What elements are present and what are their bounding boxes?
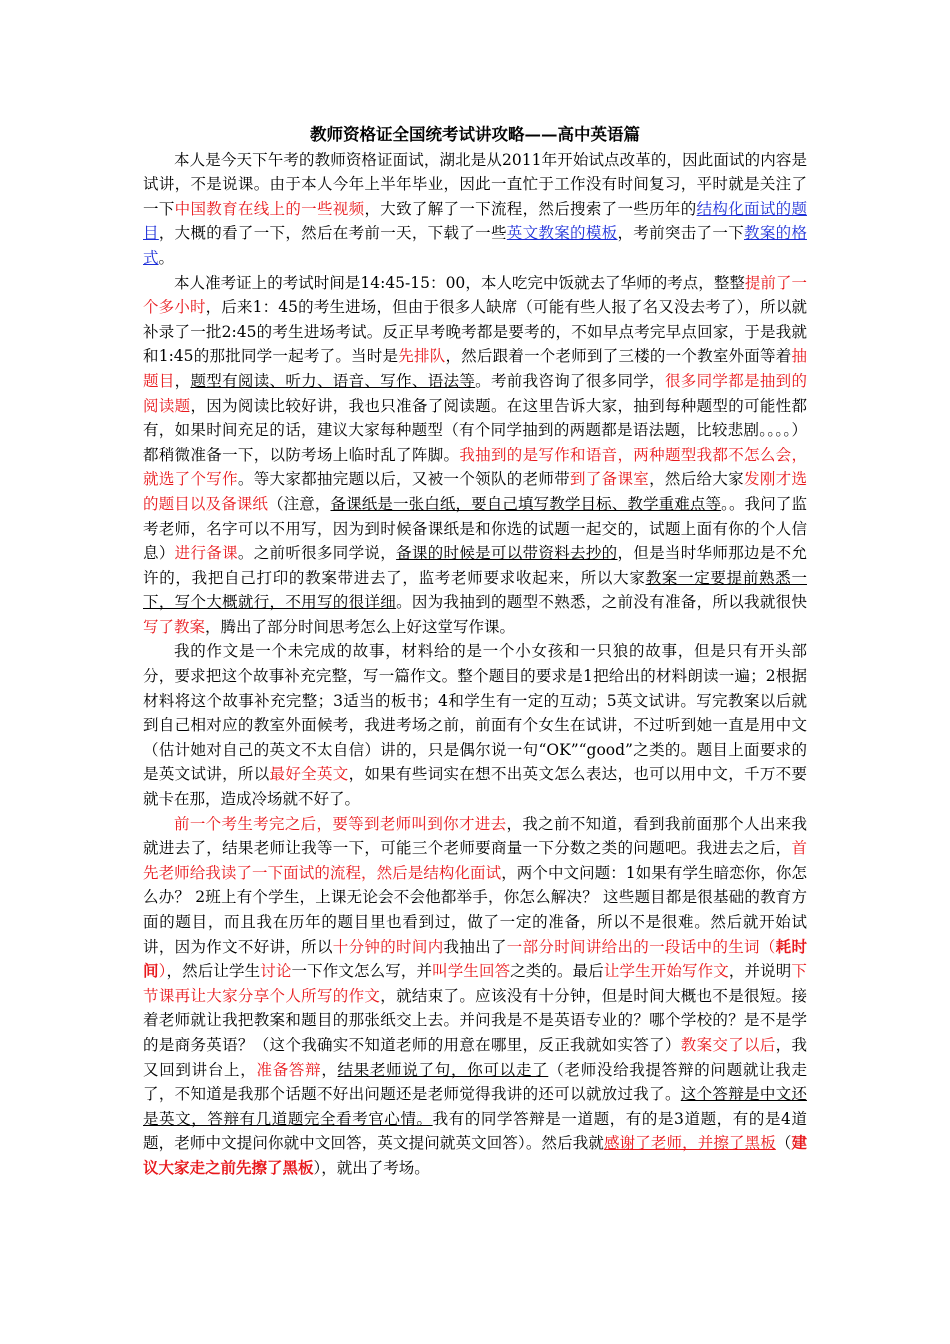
text-run: 本人是今天下午考的教师资格证面试，湖北是从2011年开始试点改革的，因此面试的内容是试讲，不是说课。由于本人今年上半年毕业，因此一直忙于工作没有时间复习，平时就是关注了一下 (143, 150, 807, 218)
highlighted-text: 准备答辩 (256, 1060, 322, 1079)
body-paragraph (143, 271, 807, 640)
highlighted-text: 我抽到的是写作和语音，两种题型我都不怎么会，就选了个写作 (143, 445, 807, 489)
text-run: ，大概的看了一下，然后在考前一天，下载了一些 (158, 224, 507, 243)
text-run: 我抽出了 (443, 937, 507, 956)
text-run: ，然后给大家 (649, 470, 745, 489)
hyperlink-text[interactable]: 结构化面试的题目 (143, 199, 807, 243)
hyperlink-text[interactable]: 英文教案的模板 (506, 224, 618, 243)
text-run: 。因为我抽到的题型不熟悉，之前没有准备，所以我就很快 (396, 593, 807, 612)
highlighted-text: 下节课再让大家分享个人所写的作文 (143, 962, 807, 1005)
body-paragraph (143, 639, 807, 811)
highlighted-text: 进行备课 (174, 544, 238, 563)
text-run: ，我之前不知道，看到我前面那个人出来我就进去了，结果老师让我等一下，可能三个老师要商量一下分数之类的问题吧。我进去之后， (143, 814, 807, 858)
body-paragraph (143, 812, 807, 1181)
text-run: ，就结束了。应该没有十分钟，但是时间大概也不是很短。接着老师就让我把教案和题目的那张纸交上去。并问我是不是英语专业的？哪个学校的？是不是学的是商务英语？（这个我确实不知道老师的用意在哪里，反正我就如实答了） (143, 986, 807, 1054)
underlined-text: 备课的时候是可以带资料去抄的 (396, 544, 618, 563)
hyperlink-text[interactable]: 教案的格式 (143, 224, 807, 267)
text-run: ， (174, 371, 191, 390)
underlined-text: 结果老师说了句，你可以走了 (337, 1060, 549, 1079)
text-run: 。 (158, 248, 175, 267)
highlighted-text: 耗时间 (143, 936, 807, 981)
text-run: （ (775, 1134, 792, 1153)
highlighted-text: 前一个考生考完之后，要等到老师叫到你才进去 (174, 814, 507, 833)
text-run: ，并说明 (728, 962, 792, 981)
highlighted-text: 很多同学都是抽到的阅读题 (143, 371, 807, 415)
text-run: ，但是当时华师那边是不允许的，我把自己打印的教案带进去了，监考老师要求收起来，所以大家 (143, 544, 807, 587)
underlined-text: 备课纸是一张白纸，要自己填写教学目标、教学重难点等 (330, 494, 722, 513)
highlighted-text: 提前了一个多小时 (143, 273, 807, 317)
highlighted-text: 建议大家走之前先擦了黑板 (143, 1133, 807, 1177)
text-run: 。。我问了监考老师，名字可以不用写，因为到时候备课纸是和你选的试题一起交的，试题上面有你的个人信息） (143, 494, 807, 563)
text-run: ，腾出了部分时间思考怎么上好这堂写作课。 (205, 617, 516, 636)
highlighted-text: 中国教育在线上的一些视频 (174, 199, 365, 218)
highlighted-text: 首先老师给我读了一下面试的流程，然后是结构化面试 (143, 839, 807, 882)
text-run: ），就出了考场。 (313, 1158, 430, 1177)
text-run: 之类的。最后 (510, 962, 604, 981)
text-run: 一下作文怎么写，并 (291, 962, 433, 981)
text-run: 本人准考证上的考试时间是14:45-15：00，本人吃完中饭就去了华师的考点，整整 (174, 273, 745, 292)
text-run: （注意， (268, 494, 331, 513)
highlighted-text: 先排队 (398, 347, 446, 366)
text-run: 我有的同学答辩是一道题，有的是3道题，有的是4道题，老师中文提问你就中文回答，英文提问就英文回答）。然后我就 (143, 1109, 807, 1153)
document-title: 教师资格证全国统考试讲攻略——高中英语篇 (310, 125, 640, 144)
highlighted-text: ） (158, 962, 167, 981)
underlined-text: 教案一定要提前熟悉一下，写个大概就行，不用写的很详细 (143, 568, 807, 612)
text-run: 。之前听很多同学说， (237, 544, 397, 563)
highlighted-text: 讨论 (260, 962, 292, 981)
text-run: 。考前我咨询了很多同学， (475, 371, 665, 390)
highlighted-text: 到了备课室 (570, 470, 650, 489)
text-run: ，然后让学生 (166, 962, 261, 981)
highlighted-text: 发刚才选的题目以及备课纸 (143, 470, 807, 513)
underlined-text: 题型有阅读、听力、语音、写作、语法等 (190, 371, 476, 390)
highlighted-text: 一部分时间讲给出的一段话中的生词（ (506, 937, 776, 956)
text-run: ，如果有些词实在想不出英文怎么表达，也可以用中文，千万不要就卡在那，造成冷场就不好了。 (143, 765, 807, 809)
highlighted-text: 教案交了以后 (680, 1035, 776, 1054)
highlighted-text: 最好全英文 (269, 765, 349, 784)
text-run: ，然后跟着一个老师到了三楼的一个教室外面等着 (445, 347, 792, 366)
highlighted-text: 让学生开始写作文 (603, 962, 729, 981)
document-page (143, 123, 807, 1181)
text-run: ，我又回到讲台上， (143, 1035, 807, 1079)
text-run: ，考前突击了一下 (617, 224, 745, 243)
text-run: ， (321, 1060, 338, 1079)
highlighted-text: 感谢了老师，并擦了黑板 (603, 1134, 776, 1153)
document-body (143, 148, 807, 1181)
text-run: ，后来1：45的考生进场，但由于很多人缺席（可能有些人报了名又没去考了），所以就补录了一批2:45的考生进场考试。反正早考晚考都是要考的，不如早点考完早点回家，于是我就和1:45的那批同学一起考了。当时是 (143, 298, 807, 366)
underlined-text: 这个答辩是中文还是英文，答辩有几道题完全看考官心情。 (143, 1085, 807, 1128)
text-run: ，两个中文问题：1如果有学生暗恋你，你怎么办？ 2班上有个学生，上课无论会不会他都举手，你怎么解决？ 这些题目都是很基础的教育方面的题目，而且我在历年的题目里也看到过，做了一定的准备，所以不是很难。然后就开始试讲，因为作文不好讲，所以 (143, 863, 807, 956)
text-run: （老师没给我提答辩的问题就让我走了，不知道是我那个话题不好出问题还是老师觉得我讲的还可以就放过我了。 (143, 1060, 807, 1104)
highlighted-text: 抽题目 (143, 347, 807, 390)
text-run: ，大致了解了一下流程，然后搜索了一些历年的 (364, 199, 697, 218)
highlighted-text: 十分钟的时间内 (332, 937, 444, 956)
text-run: 我的作文是一个未完成的故事，材料给的是一个小女孩和一只狼的故事，但是只有开头部分，要求把这个故事补充完整，写一篇作文。整个题目的要求是1把给出的材料朗读一遍；2根据材料将这个故事补充完整；3适当的板书；4和学生有一定的互动；5英文试讲。写完教案以后就到自己相对应的教室外面候考，我进考场之前，前面有个女生在试讲，不过听到她一直是用中文（估计她对自己的英文不太自信）讲的，只是偶尔说一句“OK”“good”之类的。题目上面要求的是英文试讲，所以 (143, 642, 807, 784)
highlighted-text: 写了教案 (143, 617, 206, 636)
text-run: 。等大家都抽完题以后，又被一个领队的老师带 (237, 470, 571, 489)
text-run: ，因为阅读比较好讲，我也只准备了阅读题。在这里告诉大家，抽到每种题型的可能性都有，如果时间充足的话，建议大家每种题型（有个同学抽到的两题都是语法题，比较悲剧。。。。）都稍微准备一下，以防考场上临时乱了阵脚。 (143, 396, 807, 464)
body-paragraph (143, 148, 807, 271)
highlighted-text: 叫学生回答 (432, 962, 511, 981)
